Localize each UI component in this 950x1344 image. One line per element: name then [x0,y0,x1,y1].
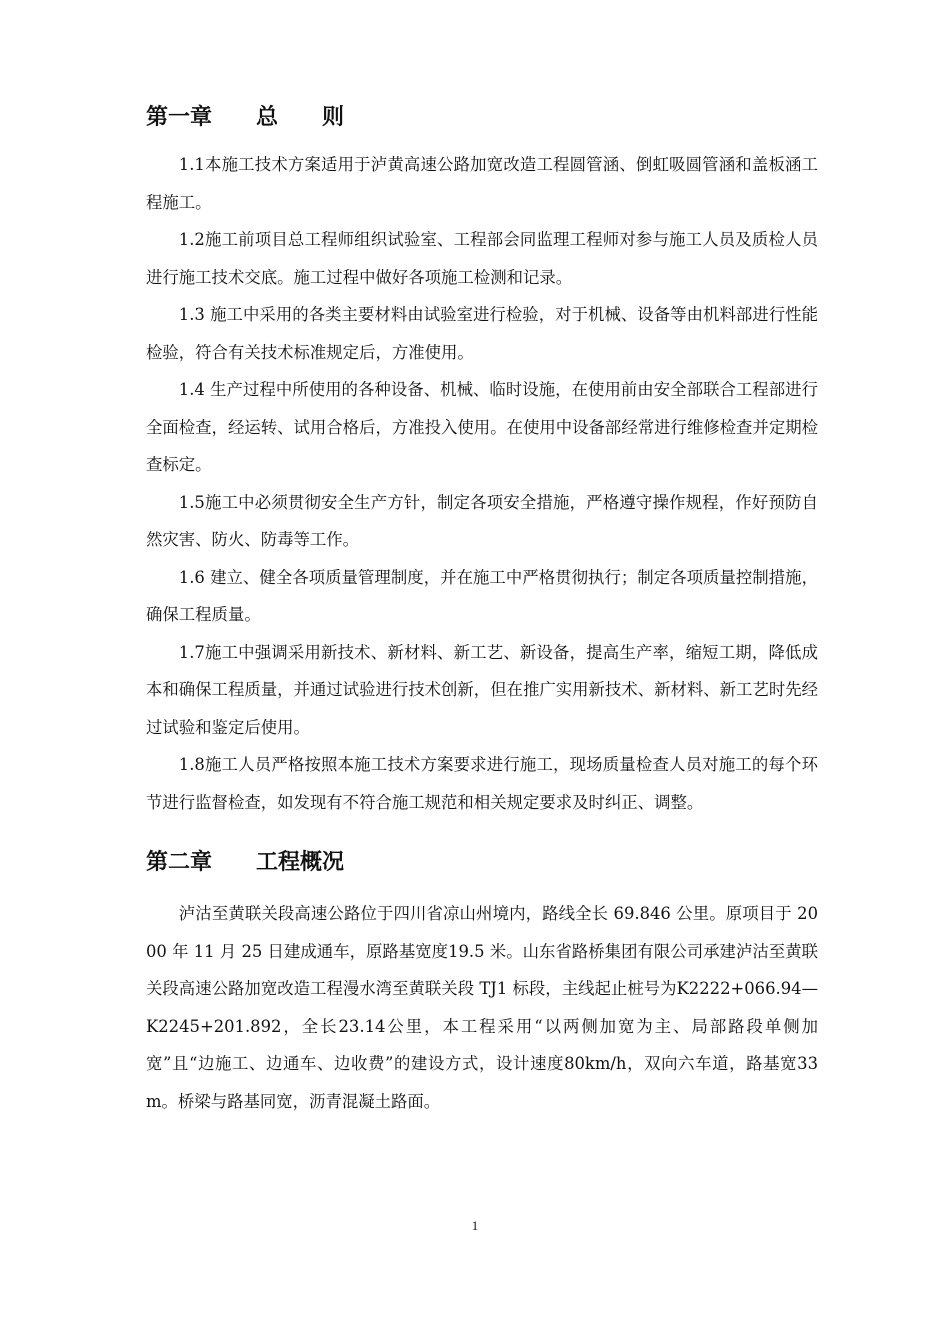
paragraph-1-6: 1.6 建立、健全各项质量管理制度，并在施工中严格贯彻执行；制定各项质量控制措施，确保工程质量。 [146,567,818,624]
paragraph-1-7: 1.7施工中强调采用新技术、新材料、新工艺、新设备，提高生产率，缩短工期，降低成本和确保工程质量，并通过试验进行技术创新，但在推广实用新技术、新材料、新工艺时先经过试验和鉴定后使用。 [146,642,819,737]
paragraph-1-8: 1.8施工人员严格按照本施工技术方案要求进行施工，现场质量检查人员对施工的每个环节进行监督检查，如发现有不符合施工规范和相关规定要求及时纠正、调整。 [146,755,818,812]
paragraph-1-1: 1.1本施工技术方案适用于泸黄高速公路加宽改造工程圆管涵、倒虹吸圆管涵和盖板涵工程施工。 [146,155,818,212]
paragraph-1-2: 1.2施工前项目总工程师组织试验室、工程部会同监理工程师对参与施工人员及质检人员进行施工技术交底。施工过程中做好各项施工检测和记录。 [146,230,818,287]
page-content [146,100,818,1120]
paragraph-1-5: 1.5施工中必须贯彻安全生产方针，制定各项安全措施，严格遵守操作规程，作好预防自然灾害、防火、防毒等工作。 [146,492,818,549]
chapter-2-title: 第二章 工程概况 [146,850,345,875]
paragraph-1-4: 1.4 生产过程中所使用的各种设备、机械、临时设施，在使用前由安全部联合工程部进行全面检查，经运转、试用合格后，方准投入使用。在使用中设备部经常进行维修检查并定期检查标定。 [146,380,819,474]
chapter-1-title: 第一章 总 则 [146,105,345,130]
paragraph-2-1: 泸沽至黄联关段高速公路位于四川省凉山州境内，路线全长 69.846 公里。原项目于 2000 年 11 月 25 日建成通车，原路基宽度19.5 米。山东省路桥集团有限公司承建泸沽至黄联关段高速公路加宽改造工程漫水湾至黄联关段 TJ1 标段，主线起止桩号为K2222+066.94—K2245+201.892，全长23.14公里，本工程采用“以两侧加宽为主、局部路段单侧加宽”且“边施工、边通车、边收费”的建设方式，设计速度80km/h，双向六车道，路基宽33m。桥梁与路基同宽，沥青混凝土路面。 [146,904,818,1111]
paragraph-1-3: 1.3 施工中采用的各类主要材料由试验室进行检验，对于机械、设备等由机料部进行性能检验，符合有关技术标准规定后，方准使用。 [146,305,818,362]
page-number: 1 [471,1218,479,1233]
